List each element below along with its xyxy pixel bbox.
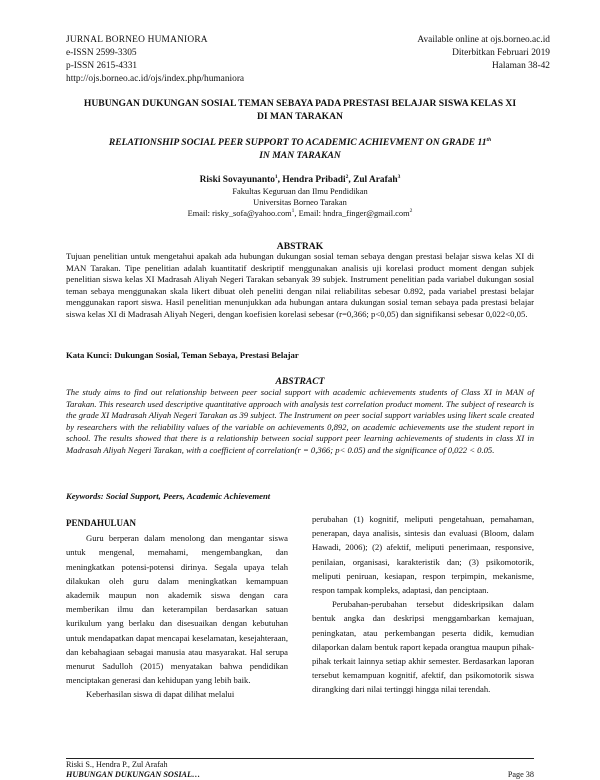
body-column-right — [312, 512, 534, 697]
keywords: Keywords: Social Support, Peers, Academic Achievement — [66, 491, 271, 501]
journal-url[interactable]: http://ojs.borneo.ac.id/ojs/index.php/humaniora — [66, 74, 245, 84]
abstract-body: The study aims to find out relationship between peer social support with academic achievements students of Class XI in MAN of Tarakan. This research used descriptive quantitative approach with analysis test correlation product moment. The subject of research is the grade XI Madrasah Aliyah Negeri Tarakan as 39 subject. The Instrument on peer social support variables using likert scale created by researchers with the reliability values of the variable on achievements 0,892, on academic achievements use the student report in school. The results showed that there is a relationship between social support peer learning achievements of students in class XI in Madrasah Aliyah Negeri Tarakan, with a coefficient of correlation(r = 0,366; p< 0.05) and the significance of 0,022 < 0.05. — [66, 387, 534, 455]
title-en-line1-text: RELATIONSHIP SOCIAL PEER SUPPORT TO ACADEMIC ACHIEVMENT ON GRADE 11 — [108, 137, 487, 148]
availability-note: Available online at ojs.borneo.ac.id — [417, 35, 550, 45]
author-list — [80, 174, 520, 186]
abstract-heading: ABSTRACT — [275, 376, 325, 387]
pissn: p-ISSN 2615-4331 — [66, 61, 138, 71]
footer-left — [66, 760, 366, 780]
body-column-left — [66, 516, 288, 702]
paragraph-left-2: Keberhasilan siswa di dapat dilihat melalui — [86, 689, 235, 700]
author-2: , Hendra Pribadi — [277, 175, 346, 185]
journal-header-left — [66, 34, 366, 86]
email-1[interactable]: Email: risky_sofa@yahoo.com — [187, 208, 292, 218]
abstrak-heading: ABSTRAK — [276, 241, 324, 252]
author-3-mark: 3 — [397, 173, 401, 180]
paragraph-right-1: perubahan (1) kognitif, meliputi pengetahuan, pemahaman, penerapan, daya analisis, sintesis dan evaluasi (Bloom, dalam Hawadi, 2006); (2) afektif, meliputi penerimaan, responsive, penilaian, organisasi, karakteristik dan; (3) psikomotorik, meliputi peniruan, kesiapan, respon terpimpin, mekanisme, respon tampak kompleks, adaptasi, dan penciptaan. — [312, 514, 534, 596]
title-en-line2: IN MAN TARAKAN — [259, 150, 341, 161]
email-2[interactable]: , Email: hndra_finger@gmail.com — [294, 208, 410, 218]
email-1-mark: 1 — [291, 207, 295, 214]
footer-short-title: HUBUNGAN DUKUNGAN SOSIAL… — [66, 770, 201, 779]
author-1-mark: 1 — [274, 173, 278, 180]
journal-name: JURNAL BORNEO HUMANIORA — [66, 35, 208, 45]
author-3: , Zul Arafah — [348, 175, 398, 185]
footer-authors: Riski S., Hendra P., Zul Arafah — [66, 760, 168, 769]
publication-date: Diterbitkan Februari 2019 — [452, 48, 550, 58]
title-en-superscript: th — [486, 136, 492, 143]
paragraph-right-2: Perubahan-perubahan tersebut dideskripsikan dalam bentuk angka dan deskripsi menggambarkan kemajuan, peningkatan, atau perkembangan peserta didik, kemudian dilaporkan dalam bentuk raport kepada orangtua maupun pihak-pihak terkait lainnya setiap akhir semester. Berdasarkan laporan tersebut kemampuan kognitif, afektif, dan psikomotorik siswa dirangking dari nilai tertinggi hingga nilai terendah. — [312, 599, 534, 695]
kata-kunci: Kata Kunci: Dukungan Sosial, Teman Sebaya, Prestasi Belajar — [66, 350, 299, 360]
title-english — [70, 136, 530, 162]
page-range: Halaman 38-42 — [491, 61, 550, 71]
journal-header-right — [400, 34, 550, 73]
title-id-line2: DI MAN TARAKAN — [257, 111, 343, 122]
affiliation — [80, 187, 520, 219]
author-2-mark: 2 — [345, 173, 349, 180]
paragraph-left-1: Guru berperan dalam menolong dan mengantar siswa untuk mengenal, memahami, mengembangkan, dan meningkatkan potensi-potensi dirinya. Segala upaya telah dilakukan oleh guru dalam meningkatkan kemampuan akademik maupun non akademik siswa dengan cara memberikan ilmu dan keterampilan berdasarkan satuan kurikulum yang berlaku dan disesuaikan dengan kebutuhan untuk mendapatkan dapat mencapai keselamatan, kesejahteraan, dan kebahagiaan sebagai manusia atau masyarakat. Hal serupa menurut Sadulloh (2015) menyatakan bahwa pendidikan menciptakan generasi dan kehidupan yang lebih baik. — [66, 533, 288, 686]
section-heading-pendahuluan: PENDAHULUAN — [66, 518, 137, 528]
page-number: Page 38 — [507, 770, 534, 779]
footer-divider — [66, 758, 534, 759]
abstrak-body: Tujuan penelitian untuk mengetahui apakah ada hubungan dukungan sosial teman sebaya dengan prestasi belajar siswa kelas XI di MAN Tarakan. Tipe penelitian adalah kuantitatif deskriptif menggunakan analisis uji korelasi product moment dengan subjek penelitian siswa kelas XI Madrasah Aliyah Negeri Tarakan sebanyak 39 subjek. Instrument penelitian pada variabel dukungan sosial teman sebaya menggunakan skala likert dibuat oleh peneliti dengan nilai reliabilitas sebesar 0.892, pada variabel prestasi belajar menggunakan raport siswa. Hasil penelitian menunjukkan ada hubungan antara dukungan sosial teman sebaya pada prestasi belajar siswa kelas XI di Madrasah Aliyah Negeri, dengan koefisien korelasi sebesar (r=0,366; p<0,05) dan signifikansi sebesar 0,022<0,05. — [66, 251, 534, 319]
university: Universitas Borneo Tarakan — [253, 197, 347, 207]
emails — [80, 209, 520, 220]
email-2-mark: 2 — [409, 207, 413, 214]
title-indonesian — [70, 97, 530, 123]
faculty: Fakultas Keguruan dan Ilmu Pendidikan — [232, 187, 368, 196]
eissn: e-ISSN 2599-3305 — [66, 48, 137, 58]
author-1: Riski Sovayunanto — [199, 175, 275, 185]
title-en-line1 — [70, 136, 530, 149]
title-id-line1: HUBUNGAN DUKUNGAN SOSIAL TEMAN SEBAYA PADA PRESTASI BELAJAR SISWA KELAS XI — [83, 98, 517, 109]
